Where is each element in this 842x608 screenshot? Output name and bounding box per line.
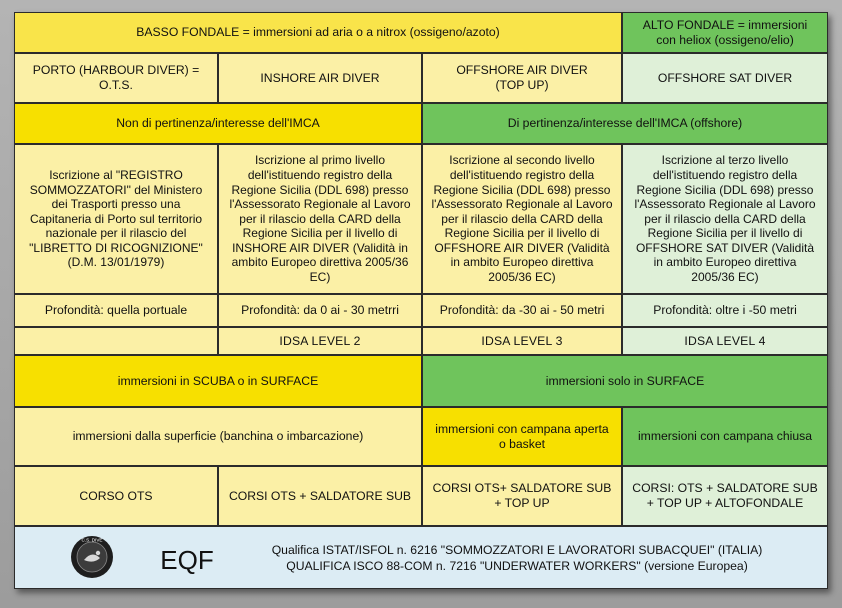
course-harbour: CORSO OTS bbox=[15, 467, 217, 525]
course-offshore-air: CORSI OTS+ SALDATORE SUB + TOP UP bbox=[423, 467, 621, 525]
method-from-surface: immersioni dalla superficie (banchina o imbarcazione) bbox=[15, 408, 421, 465]
idsa-level-4: IDSA LEVEL 4 bbox=[623, 328, 827, 354]
istat-qualification: Qualifica ISTAT/ISFOL n. 6216 "SOMMOZZATORI E LAVORATORI SUBACQUEI" (ITALIA) bbox=[271, 543, 763, 557]
course-inshore: CORSI OTS + SALDATORE SUB bbox=[219, 467, 421, 525]
mode-scuba-or-surface: immersioni in SCUBA o in SURFACE bbox=[15, 356, 421, 406]
logo-text: C.S. DIVE bbox=[81, 537, 103, 543]
category-offshore-sat: OFFSHORE SAT DIVER bbox=[623, 54, 827, 102]
idsa-level-2: IDSA LEVEL 2 bbox=[219, 328, 421, 354]
depth-inshore: Profondità: da 0 ai - 30 metrri bbox=[219, 295, 421, 326]
depth-offshore-sat: Profondità: oltre i -50 metri bbox=[623, 295, 827, 326]
isco-qualification: QUALIFICA ISCO 88-COM n. 7216 "UNDERWATER WORKERS" (versione Europea) bbox=[286, 559, 748, 573]
category-inshore-air: INSHORE AIR DIVER bbox=[219, 54, 421, 102]
registration-offshore-sat: Iscrizione al terzo livello dell'istituendo registro della Regione Sicilia (DDL 698) presso l'Assessorato Regionale al Lavoro per il rilascio della CARD della Regione Sicilia per il livello di OFFSHORE SAT DIVER (Validità in ambito Europeo direttiva 2005/36 EC) bbox=[623, 145, 827, 293]
registration-inshore: Iscrizione al primo livello dell'istituendo registro della Regione Sicilia (DDL 698) presso l'Assessorato Regionale al Lavoro per il rilascio della CARD della Regione Sicilia per il livello di INSHORE AIR DIVER (Validità in ambito Europeo direttiva 2005/36 EC) bbox=[219, 145, 421, 293]
header-shallow: BASSO FONDALE = immersioni ad aria o a nitrox (ossigeno/azoto) bbox=[15, 13, 621, 52]
course-offshore-sat: CORSI: OTS + SALDATORE SUB + TOP UP + ALTOFONDALE bbox=[623, 467, 827, 525]
header-deep: ALTO FONDALE = immersioni con heliox (ossigeno/elio) bbox=[623, 13, 827, 52]
dive-association-logo-icon bbox=[70, 535, 114, 579]
qualification-codes bbox=[252, 540, 782, 576]
registration-harbour: Iscrizione al "REGISTRO SOMMOZZATORI" del Ministero dei Trasporti presso una Capitaneria di Porto sul territorio nazionale per il rilascio del "LIBRETTO DI RICOGNIZIONE" (D.M. 13/01/1979) bbox=[15, 145, 217, 293]
eqf-label: EQF bbox=[160, 545, 214, 575]
imca-not-relevant: Non di pertinenza/interesse dell'IMCA bbox=[15, 104, 421, 143]
depth-offshore-air: Profondità: da -30 ai - 50 metri bbox=[423, 295, 621, 326]
category-offshore-air: OFFSHORE AIR DIVER (TOP UP) bbox=[423, 54, 621, 102]
idsa-level-3: IDSA LEVEL 3 bbox=[423, 328, 621, 354]
method-closed-bell: immersioni con campana chiusa bbox=[623, 408, 827, 465]
depth-harbour: Profondità: quella portuale bbox=[15, 295, 217, 326]
mode-surface-only: immersioni solo in SURFACE bbox=[423, 356, 827, 406]
idsa-harbour bbox=[15, 328, 217, 354]
registration-offshore-air: Iscrizione al secondo livello dell'istituendo registro della Regione Sicilia (DDL 698) presso l'Assessorato Regionale al Lavoro per il rilascio della CARD della Regione Sicilia per il livello di OFFSHORE AIR DIVER (Validità in ambito Europeo direttiva 2005/36 EC) bbox=[423, 145, 621, 293]
imca-relevant: Di pertinenza/interesse dell'IMCA (offshore) bbox=[423, 104, 827, 143]
category-harbour-diver: PORTO (HARBOUR DIVER) = O.T.S. bbox=[15, 54, 217, 102]
method-open-bell: immersioni con campana aperta o basket bbox=[423, 408, 621, 465]
